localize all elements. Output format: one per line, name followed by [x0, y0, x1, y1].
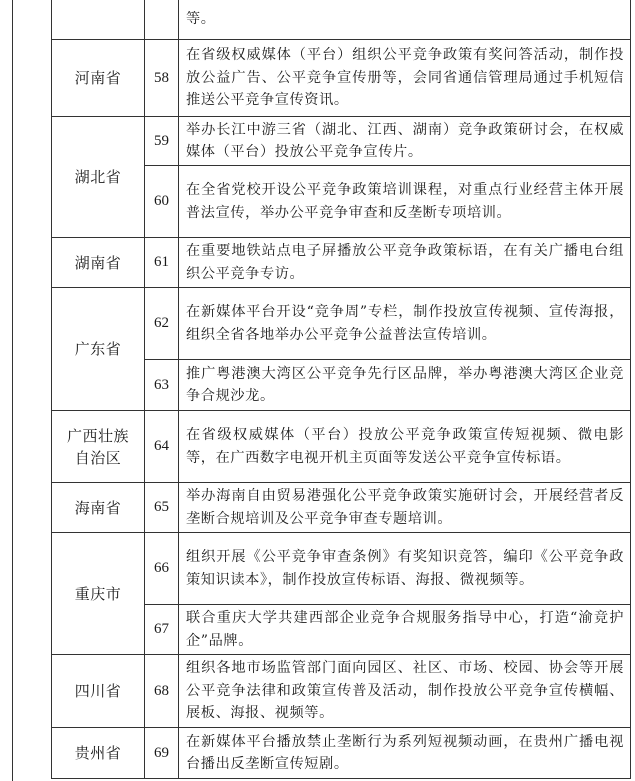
- province-name: 重庆市: [74, 584, 122, 603]
- item-description: 举办海南自由贸易港强化公平竞争政策实施研讨会，开展经营者反垄断合规培训及公平竞争审查专题培训。: [179, 483, 631, 533]
- item-description: 等。: [179, 0, 631, 40]
- province-cell: [52, 40, 145, 117]
- item-number: 69: [145, 728, 179, 779]
- item-number: 67: [145, 605, 179, 655]
- province-name: 贵州省: [74, 744, 122, 762]
- table-row: [52, 0, 631, 40]
- table-row: [52, 288, 631, 360]
- province-name: 湖南省: [74, 253, 122, 272]
- item-description: 在省级权威媒体（平台）组织公平竞争政策有奖问答活动，制作投放公益广告、公平竞争宣传册等，会同省通信管理局通过手机短信推送公平竞争宣传资讯。: [179, 40, 631, 117]
- province-cell: [52, 0, 145, 40]
- province-name: 四川省: [74, 682, 122, 700]
- province-cell: [52, 117, 145, 238]
- item-description: 举办长江中游三省（湖北、江西、湖南）竞争政策研讨会，在权威媒体（平台）投放公平竞争宣传片。: [179, 117, 631, 166]
- province-cell: [52, 483, 145, 533]
- item-description: 联合重庆大学共建西部企业竞争合规服务指导中心，打造“渝竞护企”品牌。: [179, 605, 631, 655]
- province-name: 广西壮族 自治区: [66, 426, 129, 467]
- item-description: 在新媒体平台播放禁止垄断行为系列短视频动画，在贵州广播电视台播出反垄断宣传短剧。: [179, 728, 631, 779]
- province-name: 广东省: [74, 340, 122, 358]
- item-number: 61: [145, 238, 179, 288]
- table-row: [52, 238, 631, 288]
- item-description: 在新媒体平台开设“竞争周”专栏，制作投放宣传视频、宣传海报，组织全省各地举办公平竞争公益普法宣传培训。: [179, 288, 631, 360]
- policy-table-body: [52, 0, 631, 779]
- item-number: 64: [145, 411, 179, 483]
- item-description: 在重要地铁站点电子屏播放公平竞争政策标语，在有关广播电台组织公平竞争专访。: [179, 238, 631, 288]
- item-number: 65: [145, 483, 179, 533]
- province-cell: [52, 655, 145, 728]
- item-number: 68: [145, 655, 179, 728]
- province-cell: [52, 728, 145, 779]
- item-description: 在省级权威媒体（平台）投放公平竞争政策宣传短视频、微电影等，在广西数字电视开机主页面等发送公平竞争宣传标语。: [179, 411, 631, 483]
- table-row: [52, 483, 631, 533]
- table-row: [52, 411, 631, 483]
- table-row: [52, 728, 631, 779]
- item-number: [145, 0, 179, 40]
- table-row: [52, 117, 631, 166]
- table-row: [52, 40, 631, 117]
- item-description: 在全省党校开设公平竞争政策培训课程，对重点行业经营主体开展普法宣传，举办公平竞争审查和反垄断专项培训。: [179, 166, 631, 238]
- table-row: [52, 533, 631, 605]
- item-description: 组织各地市场监管部门面向园区、社区、市场、校园、协会等开展公平竞争法律和政策宣传普及活动，制作投放公平竞争宣传横幅、展板、海报、视频等。: [179, 655, 631, 728]
- policy-table: [51, 0, 631, 779]
- item-description: 推广粤港澳大湾区公平竞争先行区品牌，举办粤港澳大湾区企业竞争合规沙龙。: [179, 360, 631, 411]
- table-row: [52, 655, 631, 728]
- item-number: 62: [145, 288, 179, 360]
- province-cell: [52, 533, 145, 655]
- item-number: 60: [145, 166, 179, 238]
- item-number: 66: [145, 533, 179, 605]
- item-number: 63: [145, 360, 179, 411]
- province-cell: [52, 411, 145, 483]
- item-number: 58: [145, 40, 179, 117]
- item-number: 59: [145, 117, 179, 166]
- item-description: 组织开展《公平竞争审查条例》有奖知识竞答，编印《公平竞争政策知识读本》，制作投放宣传标语、海报、微视频等。: [179, 533, 631, 605]
- province-name: 海南省: [74, 498, 122, 517]
- page-left-border: [12, 0, 13, 781]
- province-cell: [52, 288, 145, 411]
- province-name: 湖北省: [74, 168, 122, 186]
- province-name: 河南省: [74, 69, 122, 87]
- province-cell: [52, 238, 145, 288]
